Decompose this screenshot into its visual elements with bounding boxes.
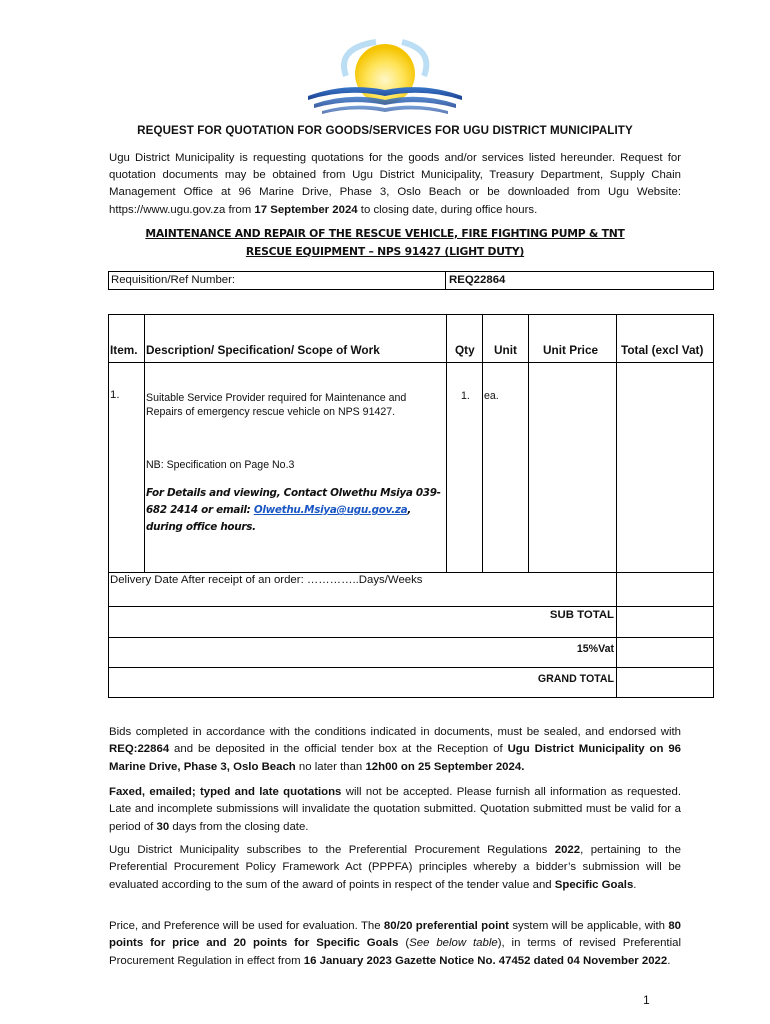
p3-text-b: , pertaining to the Preferential Procurement Policy Framework Act (PPPFA) principles whereby a bidder’s submission will be evaluated according to the sum of the award of points in respect of the tender value and — [109, 844, 682, 891]
p1-text-b: and be deposited in the official tender box at the Reception of — [169, 743, 508, 756]
p2-days: 30 — [156, 820, 170, 833]
intro-date: 17 September 2024 — [254, 203, 358, 216]
row-1-unit: ea. — [484, 390, 499, 402]
items-table — [108, 314, 714, 698]
header-description: Description/ Specification/ Scope of Work — [146, 343, 380, 357]
delivery-date: Delivery Date After receipt of an order: …………..Days/Weeks — [110, 574, 423, 586]
contact-prefix: For Details and viewing, Contact Olwethu Msiya 039-682 2414 or email: — [146, 487, 441, 516]
p3-text-c: . — [633, 878, 637, 891]
p4-text-b: system will be applicable, with — [508, 920, 669, 932]
subject-line-1: MAINTENANCE AND REPAIR OF THE RESCUE VEHICLE, FIRE FIGHTING PUMP & TNT — [145, 227, 625, 240]
col-divider-qty — [482, 315, 483, 572]
p2-bold: Faxed, emailed; typed and late quotations — [109, 786, 342, 798]
vat-row-line — [109, 667, 714, 668]
col-divider-item — [144, 315, 145, 572]
p4-text-c: ( — [398, 937, 410, 950]
vat-label: 15%Vat — [576, 643, 614, 655]
row-1-item: 1. — [110, 389, 120, 401]
p4-text-a: Price, and Preference will be used for evaluation. The — [109, 920, 384, 932]
intro-paragraph — [109, 150, 681, 219]
col-divider-unit-price — [616, 315, 617, 698]
p3-text-a: Ugu District Municipality subscribes to the Preferential Procurement Regulations — [109, 844, 555, 856]
row-1-nb: NB: Specification on Page No.3 — [146, 459, 295, 471]
col-divider-unit — [528, 315, 529, 572]
submission-paragraph — [109, 724, 681, 776]
row-1-qty: 1. — [461, 390, 470, 402]
p3-year: 2022 — [554, 844, 581, 856]
p3-goals: Specific Goals — [554, 878, 634, 891]
sub-total-label: SUB TOTAL — [549, 609, 614, 621]
p2-text-a: will not be accepted. Please furnish all information as requested. Late and incomplete submissions will invalidate the quotation submitted. Quotation submitted must be valid for a period of — [109, 786, 682, 833]
p4-gazette: 16 January 2023 Gazette Notice No. 47452 dated 04 November 2022 — [303, 954, 668, 967]
document-title: REQUEST FOR QUOTATION FOR GOODS/SERVICES FOR UGU DISTRICT MUNICIPALITY — [137, 124, 633, 137]
row-1-contact — [146, 485, 446, 536]
header-row-line — [109, 362, 714, 363]
page-number: 1 — [643, 993, 650, 1007]
intro-text-end: to closing date, during office hours. — [357, 203, 538, 216]
p2-text-b: days from the closing date. — [169, 820, 309, 833]
evaluation-paragraph — [109, 918, 681, 970]
grand-total-label: GRAND TOTAL — [537, 673, 614, 685]
p1-deadline: 12h00 on 25 September 2024. — [365, 760, 525, 773]
p4-system: 80/20 preferential point — [383, 920, 509, 932]
p1-text-c: no later than — [295, 760, 366, 773]
p1-req: REQ:22864 — [109, 743, 170, 756]
regulations-paragraph — [109, 842, 681, 894]
header-unit-price: Unit Price — [543, 343, 599, 357]
contact-suffix: , during office hours. — [146, 504, 411, 533]
delivery-row-line — [109, 606, 714, 607]
contact-email-link[interactable]: Olwethu.Msiya@ugu.gov.za — [253, 504, 408, 516]
requisition-table — [108, 271, 714, 290]
header-total: Total (excl Vat) — [621, 343, 704, 357]
subject-heading — [0, 225, 770, 261]
item-row-line — [109, 572, 714, 573]
header-qty: Qty — [455, 343, 475, 357]
intro-text: Ugu District Municipality is requesting quotations for the goods and/or services listed hereunder. Request for quotation documents may be obtained from Ugu District Municipality, Treasury Department, Supply Chain Management Office at 96 Marine Drive, Phase 3, Oslo Beach or be downloaded from Ugu Website: https://www.ugu.gov.za from — [109, 152, 681, 216]
late-submissions-paragraph — [109, 784, 681, 836]
row-1-description: Suitable Service Provider required for Maintenance and Repairs of emergency rescue vehicle on NPS 91427. — [146, 392, 407, 418]
p4-text-d: ), in terms of revised Preferential Procurement Regulation in effect from — [109, 937, 681, 967]
header-item: Item. — [110, 343, 138, 357]
p1-text-a: Bids completed in accordance with the conditions indicated in documents, must be sealed, and endorsed with — [109, 726, 681, 738]
header-unit: Unit — [494, 343, 517, 357]
p4-table-ref: See below table — [409, 937, 498, 950]
col-divider-description — [446, 315, 447, 572]
requisition-divider — [445, 272, 446, 289]
ugu-sun-logo — [306, 38, 464, 116]
subtotal-row-line — [109, 637, 714, 638]
requisition-value: REQ22864 — [449, 274, 506, 286]
p4-text-e: . — [667, 954, 671, 967]
p4-points: 80 points for price and 20 points for Specific Goals — [109, 920, 681, 950]
p1-location: Ugu District Municipality on 96 Marine Drive, Phase 3, Oslo Beach — [109, 743, 681, 773]
requisition-label: Requisition/Ref Number: — [111, 274, 236, 286]
subject-line-2: RESCUE EQUIPMENT – NPS 91427 (LIGHT DUTY) — [245, 245, 525, 258]
